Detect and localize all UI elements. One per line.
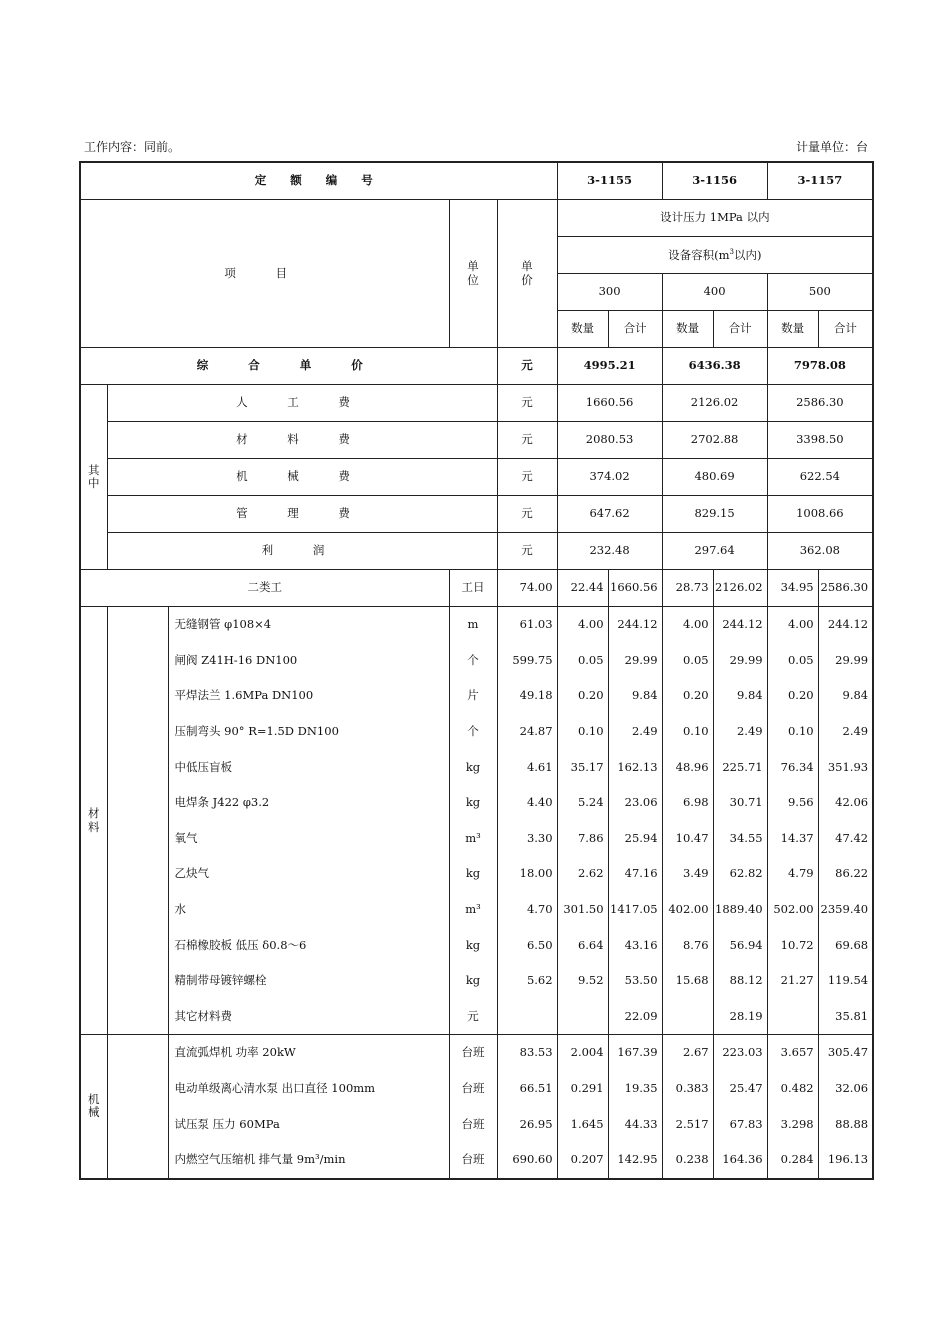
size-400: 400 xyxy=(662,274,767,311)
machinery-cell: 2.517 xyxy=(662,1106,713,1142)
machinery-cell: 0.284 xyxy=(767,1142,818,1179)
materials-cell: 34.55 xyxy=(713,821,767,857)
materials-name: 平焊法兰 1.6MPa DN100 xyxy=(168,678,449,714)
materials-row xyxy=(80,821,873,857)
materials-cell xyxy=(767,999,818,1035)
materials-cell: 47.42 xyxy=(818,821,873,857)
breakdown-value: 374.02 xyxy=(557,459,662,496)
materials-cell: 351.93 xyxy=(818,749,873,785)
machinery-cell: 3.657 xyxy=(767,1035,818,1071)
breakdown-unit: 元 xyxy=(497,422,557,459)
total-header: 合计 xyxy=(818,311,873,348)
materials-cell: 86.22 xyxy=(818,856,873,892)
breakdown-value: 480.69 xyxy=(662,459,767,496)
machinery-row xyxy=(80,1106,873,1142)
materials-cell: 48.96 xyxy=(662,749,713,785)
quota-code-row xyxy=(80,162,873,200)
breakdown-value: 2080.53 xyxy=(557,422,662,459)
machinery-cell: 1.645 xyxy=(557,1106,608,1142)
materials-row xyxy=(80,999,873,1035)
materials-row xyxy=(80,963,873,999)
materials-cell: 0.20 xyxy=(557,678,608,714)
quota-code-label: 定 额 编 号 xyxy=(80,162,557,200)
materials-unit: kg xyxy=(449,785,497,821)
materials-cell: 4.00 xyxy=(767,607,818,643)
materials-cell: 9.52 xyxy=(557,963,608,999)
breakdown-label: 机 械 费 xyxy=(107,459,497,496)
labor-cell: 2586.30 xyxy=(818,570,873,607)
machinery-cell: 0.482 xyxy=(767,1071,818,1107)
materials-cell: 10.72 xyxy=(767,927,818,963)
unit-of-measure: 计量单位：台 xyxy=(795,140,868,154)
volume-label: 设备容积($m^3$以内) xyxy=(557,237,873,274)
materials-cell: 8.76 xyxy=(662,927,713,963)
materials-price: 4.40 xyxy=(497,785,557,821)
materials-cell: 22.09 xyxy=(608,999,662,1035)
materials-name: 水 xyxy=(168,892,449,928)
breakdown-label: 材 料 费 xyxy=(107,422,497,459)
machinery-price: 66.51 xyxy=(497,1071,557,1107)
unit-header: 单 位 xyxy=(449,200,497,348)
materials-cell: 28.19 xyxy=(713,999,767,1035)
materials-cell: 0.10 xyxy=(662,714,713,750)
quota-code: 3-1155 xyxy=(557,162,662,200)
materials-cell: 0.05 xyxy=(557,643,608,679)
machinery-cell: 196.13 xyxy=(818,1142,873,1179)
materials-name: 乙炔气 xyxy=(168,856,449,892)
materials-cell: 402.00 xyxy=(662,892,713,928)
machinery-unit: 台班 xyxy=(449,1071,497,1107)
quota-table xyxy=(79,161,874,1180)
materials-cell: 0.10 xyxy=(557,714,608,750)
materials-cell: 9.56 xyxy=(767,785,818,821)
materials-cell: 21.27 xyxy=(767,963,818,999)
materials-unit: m³ xyxy=(449,892,497,928)
breakdown-label: 利 润 xyxy=(107,533,497,570)
materials-cell: 35.81 xyxy=(818,999,873,1035)
materials-price: 18.00 xyxy=(497,856,557,892)
materials-cell: 10.47 xyxy=(662,821,713,857)
materials-name: 中低压盲板 xyxy=(168,749,449,785)
breakdown-value: 3398.50 xyxy=(767,422,873,459)
materials-cell: 14.37 xyxy=(767,821,818,857)
materials-name: 氧气 xyxy=(168,821,449,857)
materials-name: 石棉橡胶板 低压 δ0.8～6 xyxy=(168,927,449,963)
comprehensive-row xyxy=(80,348,873,385)
price-header: 单 价 xyxy=(497,200,557,348)
materials-cell: 9.84 xyxy=(713,678,767,714)
breakdown-value: 1660.56 xyxy=(557,385,662,422)
materials-cell: 3.49 xyxy=(662,856,713,892)
materials-unit: kg xyxy=(449,856,497,892)
labor-cell: 22.44 xyxy=(557,570,608,607)
materials-cell: 162.13 xyxy=(608,749,662,785)
materials-unit: 元 xyxy=(449,999,497,1035)
materials-row xyxy=(80,607,873,643)
materials-label: 材 料 xyxy=(80,607,107,1035)
machinery-cell: 223.03 xyxy=(713,1035,767,1071)
materials-price: 3.30 xyxy=(497,821,557,857)
breakdown-row xyxy=(80,422,873,459)
machinery-cell: 44.33 xyxy=(608,1106,662,1142)
materials-cell: 43.16 xyxy=(608,927,662,963)
machinery-label: 机 械 xyxy=(80,1035,107,1179)
machinery-row xyxy=(80,1142,873,1179)
materials-cell: 88.12 xyxy=(713,963,767,999)
materials-cell: 225.71 xyxy=(713,749,767,785)
comprehensive-value: 4995.21 xyxy=(557,348,662,385)
labor-row xyxy=(80,570,873,607)
breakdown-value: 232.48 xyxy=(557,533,662,570)
materials-cell: 119.54 xyxy=(818,963,873,999)
breakdown-unit: 元 xyxy=(497,533,557,570)
labor-cell: 34.95 xyxy=(767,570,818,607)
breakdown-unit: 元 xyxy=(497,459,557,496)
materials-cell: 29.99 xyxy=(608,643,662,679)
design-pressure: 设计压力 1MPa 以内 xyxy=(557,200,873,237)
machinery-cell: 2.004 xyxy=(557,1035,608,1071)
materials-cell: 244.12 xyxy=(713,607,767,643)
breakdown-unit: 元 xyxy=(497,496,557,533)
materials-price: 6.50 xyxy=(497,927,557,963)
materials-row xyxy=(80,927,873,963)
machinery-unit: 台班 xyxy=(449,1142,497,1179)
materials-cell: 0.05 xyxy=(767,643,818,679)
item-header: 项 目 xyxy=(80,200,449,348)
materials-cell: 2.62 xyxy=(557,856,608,892)
materials-cell: 244.12 xyxy=(608,607,662,643)
machinery-cell: 2.67 xyxy=(662,1035,713,1071)
materials-cell: 4.79 xyxy=(767,856,818,892)
materials-price: 49.18 xyxy=(497,678,557,714)
breakdown-row xyxy=(80,496,873,533)
breakdown-unit: 元 xyxy=(497,385,557,422)
machinery-unit: 台班 xyxy=(449,1106,497,1142)
machinery-cell: 25.47 xyxy=(713,1071,767,1107)
labor-cell: 2126.02 xyxy=(713,570,767,607)
materials-row xyxy=(80,892,873,928)
total-header: 合计 xyxy=(608,311,662,348)
machinery-row xyxy=(80,1071,873,1107)
labor-price: 74.00 xyxy=(497,570,557,607)
materials-cell: 5.24 xyxy=(557,785,608,821)
machinery-name: 电动单级离心清水泵 出口直径 100mm xyxy=(168,1071,449,1107)
materials-unit: 个 xyxy=(449,714,497,750)
materials-name: 电焊条 J422 φ3.2 xyxy=(168,785,449,821)
materials-cell: 47.16 xyxy=(608,856,662,892)
materials-cell: 62.82 xyxy=(713,856,767,892)
materials-cell: 35.17 xyxy=(557,749,608,785)
materials-price: 61.03 xyxy=(497,607,557,643)
materials-price: 5.62 xyxy=(497,963,557,999)
comprehensive-label: 综 合 单 价 xyxy=(80,348,497,385)
breakdown-value: 362.08 xyxy=(767,533,873,570)
machinery-row xyxy=(80,1035,873,1071)
labor-label: 二类工 xyxy=(80,570,449,607)
materials-unit: kg xyxy=(449,749,497,785)
machinery-cell: 88.88 xyxy=(818,1106,873,1142)
materials-cell: 9.84 xyxy=(608,678,662,714)
machinery-cell: 142.95 xyxy=(608,1142,662,1179)
breakdown-value: 297.64 xyxy=(662,533,767,570)
materials-price: 4.61 xyxy=(497,749,557,785)
materials-row xyxy=(80,643,873,679)
machinery-price: 26.95 xyxy=(497,1106,557,1142)
materials-unit: kg xyxy=(449,963,497,999)
breakdown-value: 622.54 xyxy=(767,459,873,496)
materials-unit: kg xyxy=(449,927,497,963)
materials-name: 闸阀 Z41H-16 DN100 xyxy=(168,643,449,679)
materials-row xyxy=(80,856,873,892)
breakdown-row xyxy=(80,459,873,496)
work-content: 工作内容：同前。 xyxy=(84,140,181,154)
materials-cell: 53.50 xyxy=(608,963,662,999)
materials-cell xyxy=(662,999,713,1035)
machinery-cell: 0.207 xyxy=(557,1142,608,1179)
machinery-cell: 0.238 xyxy=(662,1142,713,1179)
materials-cell: 4.00 xyxy=(662,607,713,643)
materials-name: 其它材料费 xyxy=(168,999,449,1035)
materials-cell: 23.06 xyxy=(608,785,662,821)
breakdown-label: 管 理 费 xyxy=(107,496,497,533)
materials-cell: 0.20 xyxy=(662,678,713,714)
machinery-cell: 19.35 xyxy=(608,1071,662,1107)
labor-unit: 工日 xyxy=(449,570,497,607)
machinery-cell: 67.83 xyxy=(713,1106,767,1142)
qty-header: 数量 xyxy=(767,311,818,348)
materials-cell: 2.49 xyxy=(608,714,662,750)
materials-cell: 29.99 xyxy=(713,643,767,679)
comprehensive-value: 7978.08 xyxy=(767,348,873,385)
breakdown-row xyxy=(80,533,873,570)
machinery-cell: 3.298 xyxy=(767,1106,818,1142)
breakdown-value: 647.62 xyxy=(557,496,662,533)
comprehensive-unit: 元 xyxy=(497,348,557,385)
materials-cell: 4.00 xyxy=(557,607,608,643)
materials-cell: 25.94 xyxy=(608,821,662,857)
machinery-name: 试压泵 压力 60MPa xyxy=(168,1106,449,1142)
materials-cell: 7.86 xyxy=(557,821,608,857)
quota-code: 3-1157 xyxy=(767,162,873,200)
total-header: 合计 xyxy=(713,311,767,348)
materials-cell: 6.98 xyxy=(662,785,713,821)
materials-unit: m xyxy=(449,607,497,643)
materials-row xyxy=(80,714,873,750)
quota-code: 3-1156 xyxy=(662,162,767,200)
machinery-cell: 0.383 xyxy=(662,1071,713,1107)
materials-cell: 2359.40 xyxy=(818,892,873,928)
materials-name: 压制弯头 90° R=1.5D DN100 xyxy=(168,714,449,750)
materials-cell: 0.20 xyxy=(767,678,818,714)
machinery-unit: 台班 xyxy=(449,1035,497,1071)
breakdown-value: 2586.30 xyxy=(767,385,873,422)
qty-header: 数量 xyxy=(557,311,608,348)
materials-cell xyxy=(557,999,608,1035)
materials-price: 599.75 xyxy=(497,643,557,679)
size-300: 300 xyxy=(557,274,662,311)
machinery-price: 690.60 xyxy=(497,1142,557,1179)
machinery-cell: 167.39 xyxy=(608,1035,662,1071)
materials-cell: 30.71 xyxy=(713,785,767,821)
qty-header: 数量 xyxy=(662,311,713,348)
materials-cell: 301.50 xyxy=(557,892,608,928)
materials-row xyxy=(80,749,873,785)
breakdown-value: 2126.02 xyxy=(662,385,767,422)
materials-subcolumn xyxy=(107,607,168,1035)
materials-unit: 片 xyxy=(449,678,497,714)
materials-unit: m³ xyxy=(449,821,497,857)
materials-name: 精制带母镀锌螺栓 xyxy=(168,963,449,999)
breakdown-value: 1008.66 xyxy=(767,496,873,533)
materials-cell: 29.99 xyxy=(818,643,873,679)
materials-cell: 0.05 xyxy=(662,643,713,679)
materials-name: 无缝钢管 φ108×4 xyxy=(168,607,449,643)
materials-cell: 244.12 xyxy=(818,607,873,643)
materials-cell: 1417.05 xyxy=(608,892,662,928)
materials-cell: 1889.40 xyxy=(713,892,767,928)
machinery-cell: 305.47 xyxy=(818,1035,873,1071)
materials-row xyxy=(80,678,873,714)
labor-cell: 28.73 xyxy=(662,570,713,607)
breakdown-value: 829.15 xyxy=(662,496,767,533)
machinery-cell: 0.291 xyxy=(557,1071,608,1107)
machinery-cell: 32.06 xyxy=(818,1071,873,1107)
materials-cell: 502.00 xyxy=(767,892,818,928)
materials-row xyxy=(80,785,873,821)
materials-cell: 69.68 xyxy=(818,927,873,963)
materials-cell: 2.49 xyxy=(713,714,767,750)
breakdown-row xyxy=(80,385,873,422)
materials-cell: 76.34 xyxy=(767,749,818,785)
size-500: 500 xyxy=(767,274,873,311)
breakdown-value: 2702.88 xyxy=(662,422,767,459)
machinery-price: 83.53 xyxy=(497,1035,557,1071)
within-label: 其 中 xyxy=(80,385,107,570)
materials-cell: 15.68 xyxy=(662,963,713,999)
comprehensive-value: 6436.38 xyxy=(662,348,767,385)
materials-cell: 9.84 xyxy=(818,678,873,714)
materials-cell: 0.10 xyxy=(767,714,818,750)
breakdown-label: 人 工 费 xyxy=(107,385,497,422)
machinery-name: 内燃空气压缩机 排气量 9m³/min xyxy=(168,1142,449,1179)
materials-price: 4.70 xyxy=(497,892,557,928)
labor-cell: 1660.56 xyxy=(608,570,662,607)
materials-cell: 42.06 xyxy=(818,785,873,821)
materials-cell: 6.64 xyxy=(557,927,608,963)
materials-cell: 56.94 xyxy=(713,927,767,963)
materials-unit: 个 xyxy=(449,643,497,679)
machinery-subcolumn xyxy=(107,1035,168,1179)
materials-price xyxy=(497,999,557,1035)
materials-price: 24.87 xyxy=(497,714,557,750)
machinery-name: 直流弧焊机 功率 20kW xyxy=(168,1035,449,1071)
machinery-cell: 164.36 xyxy=(713,1142,767,1179)
materials-cell: 2.49 xyxy=(818,714,873,750)
